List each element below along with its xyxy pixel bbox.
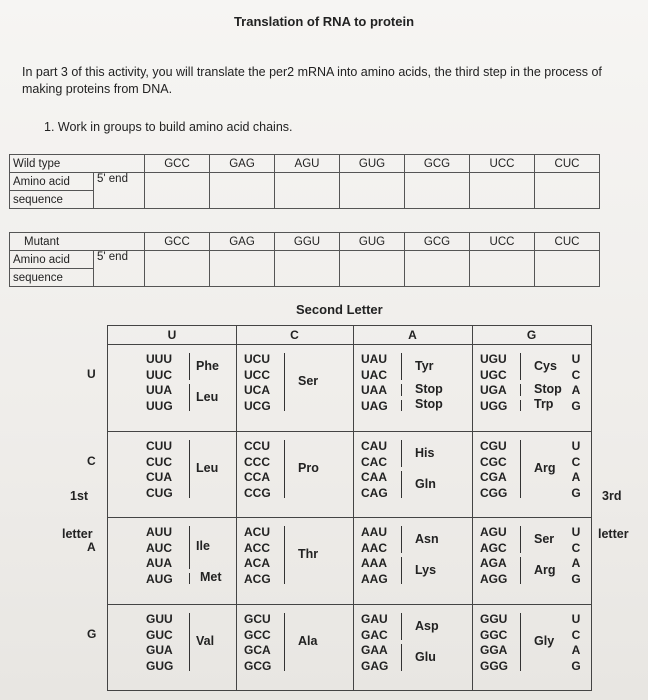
codon: ACU (244, 525, 270, 539)
codon: UAA (361, 383, 387, 397)
second-letter-header: U (167, 328, 177, 342)
codon: GUG (146, 658, 174, 673)
codon: CAG (361, 485, 388, 500)
codon: CGG (480, 485, 508, 500)
mutant-answer-cell[interactable] (535, 251, 600, 287)
first-letter: C (87, 453, 96, 468)
codon: CAU (361, 439, 387, 453)
amino-acid-label: His (415, 445, 435, 460)
mutant-answer-cell[interactable] (275, 251, 340, 287)
amino-acid-label: Stop (415, 381, 443, 396)
codon-bracket (284, 613, 285, 671)
amino-acid-label: Asn (415, 531, 439, 546)
amino-acid-label: Asp (415, 618, 439, 633)
codon: CUA (146, 470, 172, 484)
codon: CGC (480, 454, 507, 469)
wild-answer-cell[interactable] (210, 173, 275, 209)
amino-acid-label: Ser (534, 531, 555, 546)
codon: AGC (480, 540, 507, 555)
row-divider (108, 344, 591, 345)
codon: UCU (244, 352, 270, 366)
codon-bracket (401, 471, 402, 498)
codon: GGC (480, 627, 508, 642)
row-divider (108, 431, 591, 432)
amino-acid-label: Ala (298, 634, 318, 648)
wild-codon: GUG (340, 155, 405, 173)
codon: CCU (244, 439, 270, 453)
codon: CGU (480, 439, 507, 453)
wild-type-label: Wild type (10, 155, 145, 173)
codon: UAU (361, 352, 387, 366)
amino-acid-label: Val (196, 634, 215, 648)
codon: GAA (361, 643, 388, 657)
mutant-answer-cell[interactable] (470, 251, 535, 287)
codon: CGA (480, 470, 507, 484)
second-letter-title: Second Letter (296, 302, 383, 317)
codon: AAA (361, 556, 387, 570)
codon-bracket (284, 353, 285, 411)
codon: CUC (146, 454, 172, 469)
codon: GCG (244, 658, 272, 673)
codon: UCG (244, 398, 271, 413)
third-letter-label-bottom: letter (598, 527, 629, 541)
third-letter: G (571, 485, 581, 500)
wild-amino-acid-label: Amino acid (10, 173, 94, 191)
third-letter: G (571, 398, 581, 413)
codon: GUU (146, 612, 173, 626)
codon: GUC (146, 627, 173, 642)
codon-bracket (189, 353, 190, 380)
codon: CCC (244, 454, 270, 469)
first-letter: U (87, 366, 96, 381)
codon: AUC (146, 540, 172, 555)
codon-bracket (189, 573, 190, 585)
first-letter: G (87, 626, 97, 641)
amino-acid-label: Stop (534, 381, 562, 396)
wild-type-table (9, 154, 600, 209)
codon: GCA (244, 643, 271, 657)
codon-bracket (189, 526, 190, 569)
mutant-codon: UCC (470, 233, 535, 251)
codon: UGG (480, 398, 508, 413)
third-letter: U (571, 612, 581, 626)
codon: UUC (146, 367, 172, 382)
step-1-instruction: 1. Work in groups to build amino acid chains. (44, 120, 293, 134)
column-divider (353, 326, 354, 690)
codon-bracket (401, 526, 402, 553)
codon: AAU (361, 525, 387, 539)
third-letter: A (571, 383, 581, 397)
codon-bracket (189, 440, 190, 498)
third-letter: C (571, 540, 581, 555)
mutant-answer-cell[interactable] (340, 251, 405, 287)
codon: AGG (480, 571, 508, 586)
codon: AUU (146, 525, 172, 539)
mutant-sequence-label: sequence (10, 269, 94, 287)
third-letter: G (571, 658, 581, 673)
codon-bracket (284, 440, 285, 498)
amino-acid-label: Pro (298, 461, 319, 475)
codon: UGA (480, 383, 507, 397)
codon: UUG (146, 398, 173, 413)
mutant-five-prime-end: 5' end (94, 251, 145, 287)
codon: AUA (146, 556, 172, 570)
genetic-code-table (87, 325, 592, 691)
wild-answer-cell[interactable] (275, 173, 340, 209)
codon-bracket (401, 400, 402, 412)
mutant-answer-cell[interactable] (405, 251, 470, 287)
codon: GUA (146, 643, 173, 657)
codon: AAC (361, 540, 387, 555)
third-letter: U (571, 352, 581, 366)
codon: GGA (480, 643, 508, 657)
codon-bracket (401, 644, 402, 671)
codon: GGG (480, 658, 509, 673)
codon-bracket (520, 353, 521, 380)
mutant-codon: GUG (340, 233, 405, 251)
second-letter-header: C (290, 328, 299, 342)
mutant-label: Mutant (10, 233, 145, 251)
codon: CCA (244, 470, 270, 484)
codon: UUU (146, 352, 172, 366)
mutant-codon: GGU (275, 233, 340, 251)
second-letter-header: A (408, 328, 417, 342)
mutant-codon: GAG (210, 233, 275, 251)
third-letter: U (571, 439, 581, 453)
column-divider (472, 326, 473, 690)
wild-sequence-label: sequence (10, 191, 94, 209)
first-letter-label-top: 1st (70, 489, 89, 503)
wild-codon: GCG (405, 155, 470, 173)
amino-acid-label: Ser (298, 374, 319, 388)
codon: UAG (361, 398, 388, 413)
codon: GAG (361, 658, 389, 673)
third-letter: A (571, 643, 581, 657)
wild-five-prime-end: 5' end (94, 173, 145, 209)
codon: AAG (361, 571, 388, 586)
codon-bracket (401, 613, 402, 640)
second-letter-header: G (526, 328, 537, 342)
amino-acid-label: Leu (196, 389, 219, 404)
codon-bracket (520, 384, 521, 396)
codon: AGA (480, 556, 507, 570)
mutant-answer-cell[interactable] (210, 251, 275, 287)
mutant-codon: GCG (405, 233, 470, 251)
third-letter: G (571, 571, 581, 586)
codon: UAC (361, 367, 387, 382)
wild-codon: CUC (535, 155, 600, 173)
page-title: Translation of RNA to protein (233, 14, 415, 29)
codon: GCC (244, 627, 271, 642)
codon: CUG (146, 485, 173, 500)
third-letter: C (571, 367, 581, 382)
wild-codon: UCC (470, 155, 535, 173)
amino-acid-label: Lys (415, 562, 437, 577)
codon: UGU (480, 352, 507, 366)
mutant-answer-cell[interactable] (145, 251, 210, 287)
codon: GGU (480, 612, 508, 626)
wild-answer-cell[interactable] (405, 173, 470, 209)
codon-bracket (520, 557, 521, 584)
codon: CAA (361, 470, 387, 484)
amino-acid-label: Arg (534, 562, 556, 577)
codon-bracket (401, 440, 402, 467)
amino-acid-label: Glu (415, 649, 436, 664)
wild-codon: GAG (210, 155, 275, 173)
codon: ACG (244, 571, 271, 586)
row-divider (108, 604, 591, 605)
codon-bracket (189, 384, 190, 411)
mutant-codon: GCC (145, 233, 210, 251)
column-divider (236, 326, 237, 690)
codon: CAC (361, 454, 387, 469)
codon: GAC (361, 627, 388, 642)
amino-acid-label: Phe (196, 358, 219, 373)
codon: UCA (244, 383, 270, 397)
amino-acid-label: Thr (298, 547, 319, 561)
wild-answer-cell[interactable] (470, 173, 535, 209)
codon-bracket (189, 613, 190, 671)
codon-bracket (284, 526, 285, 584)
third-letter: A (571, 470, 581, 484)
codon-bracket (401, 384, 402, 396)
codon: UGC (480, 367, 507, 382)
wild-answer-cell[interactable] (340, 173, 405, 209)
amino-acid-label: Gln (415, 476, 436, 491)
codon: UUA (146, 383, 172, 397)
third-letter: U (571, 525, 581, 539)
first-letter-label-bottom: letter (62, 527, 93, 541)
amino-acid-label: Met (200, 570, 222, 585)
amino-acid-label: Tyr (415, 358, 434, 373)
wild-codon: GCC (145, 155, 210, 173)
amino-acid-label: Gly (534, 634, 555, 648)
third-letter: C (571, 454, 581, 469)
codon: AUG (146, 571, 173, 586)
wild-answer-cell[interactable] (535, 173, 600, 209)
mutant-codon: CUC (535, 233, 600, 251)
codon: CUU (146, 439, 172, 453)
amino-acid-label: Leu (196, 461, 219, 475)
codon: ACA (244, 556, 270, 570)
amino-acid-label: Ile (196, 539, 210, 554)
amino-acid-label: Cys (534, 358, 557, 373)
codon-bracket (520, 400, 521, 412)
codon-bracket (401, 557, 402, 584)
third-letter: A (571, 556, 581, 570)
first-letter: A (87, 539, 96, 554)
wild-codon: AGU (275, 155, 340, 173)
amino-acid-label: Arg (534, 461, 556, 475)
intro-text: In part 3 of this activity, you will translate the per2 mRNA into amino acids, the third step in the process of making proteins from DNA. (22, 65, 602, 96)
third-letter: C (571, 627, 581, 642)
codon-bracket (520, 613, 521, 671)
codon: GCU (244, 612, 271, 626)
codon-bracket (520, 526, 521, 553)
row-divider (108, 517, 591, 518)
codon: CCG (244, 485, 271, 500)
amino-acid-label: Trp (534, 397, 554, 412)
codon: UCC (244, 367, 270, 382)
third-letter-label-top: 3rd (602, 489, 622, 503)
mutant-table (9, 232, 600, 287)
codon: ACC (244, 540, 270, 555)
amino-acid-label: Stop (415, 397, 443, 412)
codon-bracket (401, 353, 402, 380)
wild-answer-cell[interactable] (145, 173, 210, 209)
mutant-amino-acid-label: Amino acid (10, 251, 94, 269)
codon-bracket (520, 440, 521, 498)
codon: GAU (361, 612, 388, 626)
codon: AGU (480, 525, 507, 539)
